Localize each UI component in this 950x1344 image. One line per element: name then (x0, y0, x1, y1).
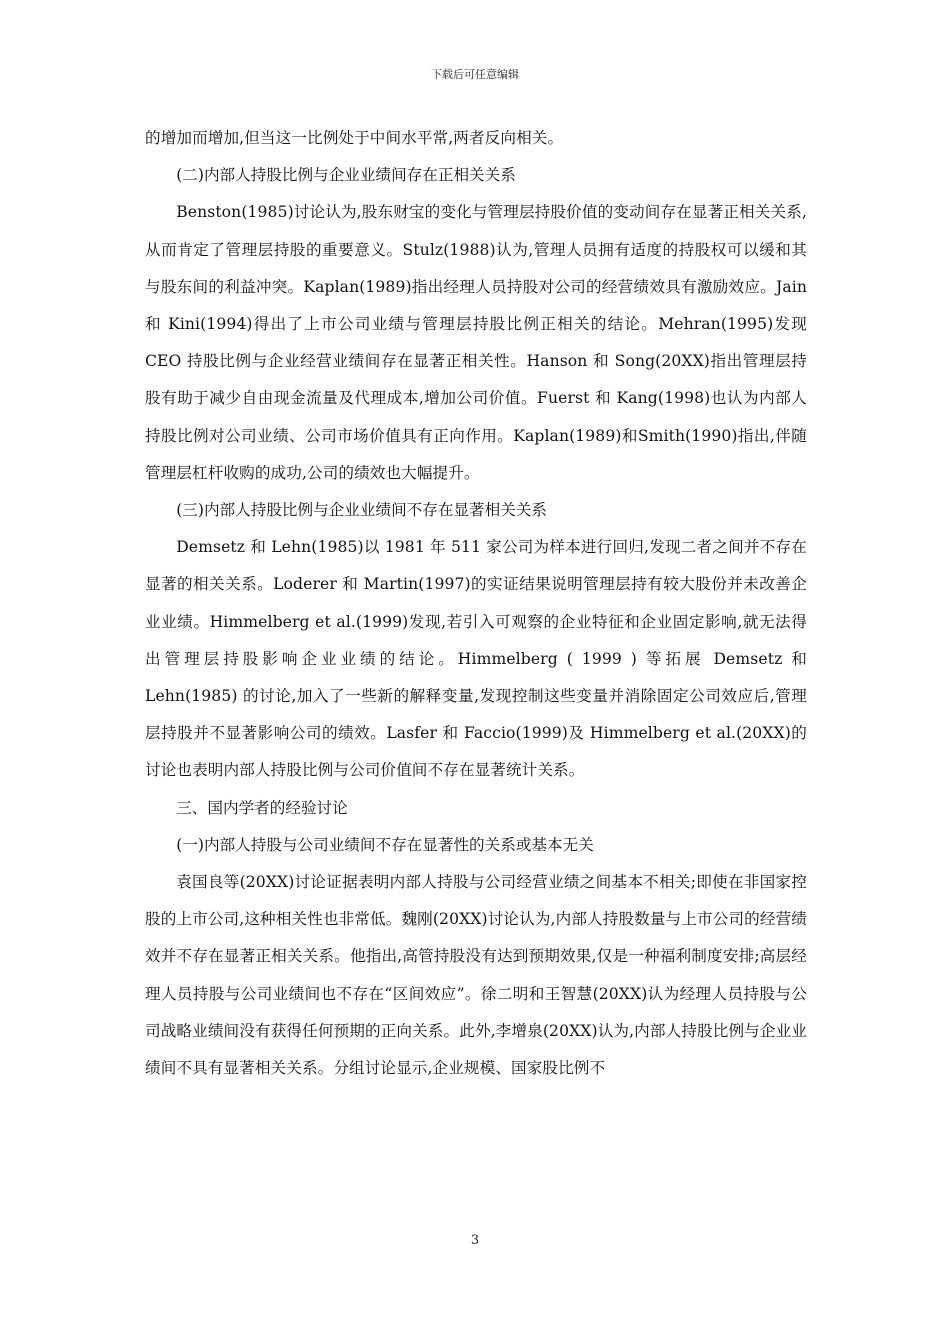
paragraph-positive-correlation: Benston(1985)讨论认为,股东财宝的变化与管理层持股价值的变动间存在显著正相关关系,从而肯定了管理层持股的重要意义。Stulz(1988)认为,管理人员拥有适度的持股权可以缓和其与股东间的利益冲突。Kaplan(1989)指出经理人员持股对公司的经营绩效具有激励效应。Jain 和 Kini(1994)得出了上市公司业绩与管理层持股比例正相关的结论。Mehran(1995)发现 CEO 持股比例与企业经营业绩间存在显著正相关性。Hanson 和 Song(20XX)指出管理层持股有助于减少自由现金流量及代理成本,增加公司价值。Fuerst 和 Kang(1998)也认为内部人持股比例对公司业绩、公司市场价值具有正向作用。Kaplan(1989)和Smith(1990)指出,伴随管理层杠杆收购的成功,公司的绩效也大幅提升。 (145, 203, 807, 482)
page-header: 下载后可任意编辑 (431, 68, 519, 81)
body-text (145, 120, 807, 1087)
section-heading-no-correlation: (三)内部人持股比例与企业业绩间不存在显著相关关系 (176, 501, 548, 520)
paragraph-no-correlation: Demsetz 和 Lehn(1985)以 1981 年 511 家公司为样本进行回归,发现二者之间并不存在显著的相关关系。Loderer 和 Martin(1997)的实证结果说明管理层持有较大股份并未改善企业业绩。Himmelberg et al.(1999)发现,若引入可观察的企业特征和企业固定影响,就无法得出管理层持股影响企业业绩的结论。Himmelberg ( 1999 ) 等拓展 Demsetz 和 Lehn(1985) 的讨论,加入了一些新的解释变量,发现控制这些变量并消除固定公司效应后,管理层持股并不显著影响公司的绩效。Lasfer 和 Faccio(1999)及 Himmelberg et al.(20XX)的讨论也表明内部人持股比例与公司价值间不存在显著统计关系。 (145, 538, 807, 780)
paragraph-domestic-findings: 袁国良等(20XX)讨论证据表明内部人持股与公司经营业绩之间基本不相关;即使在非国家控股的上市公司,这种相关性也非常低。魏刚(20XX)讨论认为,内部人持股数量与上市公司的经营绩效并不存在显著正相关关系。他指出,高管持股没有达到预期效果,仅是一种福利制度安排;高层经理人员持股与公司业绩间也不存在“区间效应”。徐二明和王智慧(20XX)认为经理人员持股与公司战略业绩间没有获得任何预期的正向关系。此外,李增泉(20XX)认为,内部人持股比例与企业业绩间不具有显著相关关系。分组讨论显示,企业规模、国家股比例不 (145, 873, 807, 1078)
section-heading-domestic-research: 三、国内学者的经验讨论 (176, 798, 348, 817)
page-number: 3 (470, 1233, 480, 1248)
section-heading-positive-correlation: (二)内部人持股比例与企业业绩间存在正相关关系 (176, 166, 516, 185)
section-heading-no-significant-relation: (一)内部人持股与公司业绩间不存在显著性的关系或基本无关 (176, 835, 594, 854)
paragraph-continuation: 的增加而增加,但当这一比例处于中间水平常,两者反向相关。 (145, 129, 564, 147)
